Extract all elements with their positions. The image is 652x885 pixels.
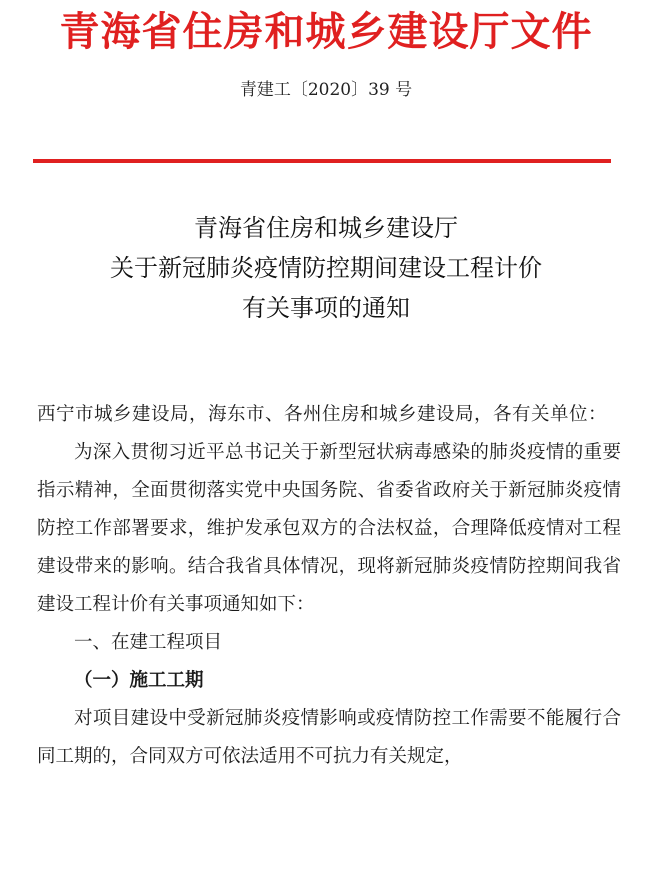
section-heading: 一、在建工程项目 — [74, 632, 223, 653]
notice-title — [0, 208, 652, 328]
subsection-heading: （一）施工工期 — [74, 670, 204, 691]
subsection-paragraph: 对项目建设中受新冠肺炎疫情影响或疫情防控工作需要不能履行合同工期的，合同双方可依法适用不可抗力有关规定， — [37, 708, 621, 767]
notice-title-line-2: 关于新冠肺炎疫情防控期间建设工程计价 — [110, 254, 542, 282]
notice-title-line-1: 青海省住房和城乡建设厅 — [194, 214, 458, 242]
red-divider-line — [33, 159, 611, 163]
body-text — [37, 396, 621, 776]
document-number: 青建工〔2020〕39 号 — [239, 80, 413, 100]
addressee: 西宁市城乡建设局，海东市、各州住房和城乡建设局，各有关单位： — [37, 404, 608, 425]
issuer-title: 青海省住房和城乡建设厅文件 — [59, 8, 593, 55]
notice-title-line-3: 有关事项的通知 — [242, 294, 410, 322]
intro-paragraph: 为深入贯彻习近平总书记关于新型冠状病毒感染的肺炎疫情的重要指示精神，全面贯彻落实党中央国务院、省委省政府关于新冠肺炎疫情防控工作部署要求，维护发承包双方的合法权益，合理降低疫情对工程建设带来的影响。结合我省具体情况，现将新冠肺炎疫情防控期间我省建设工程计价有关事项通知如下： — [37, 442, 621, 615]
